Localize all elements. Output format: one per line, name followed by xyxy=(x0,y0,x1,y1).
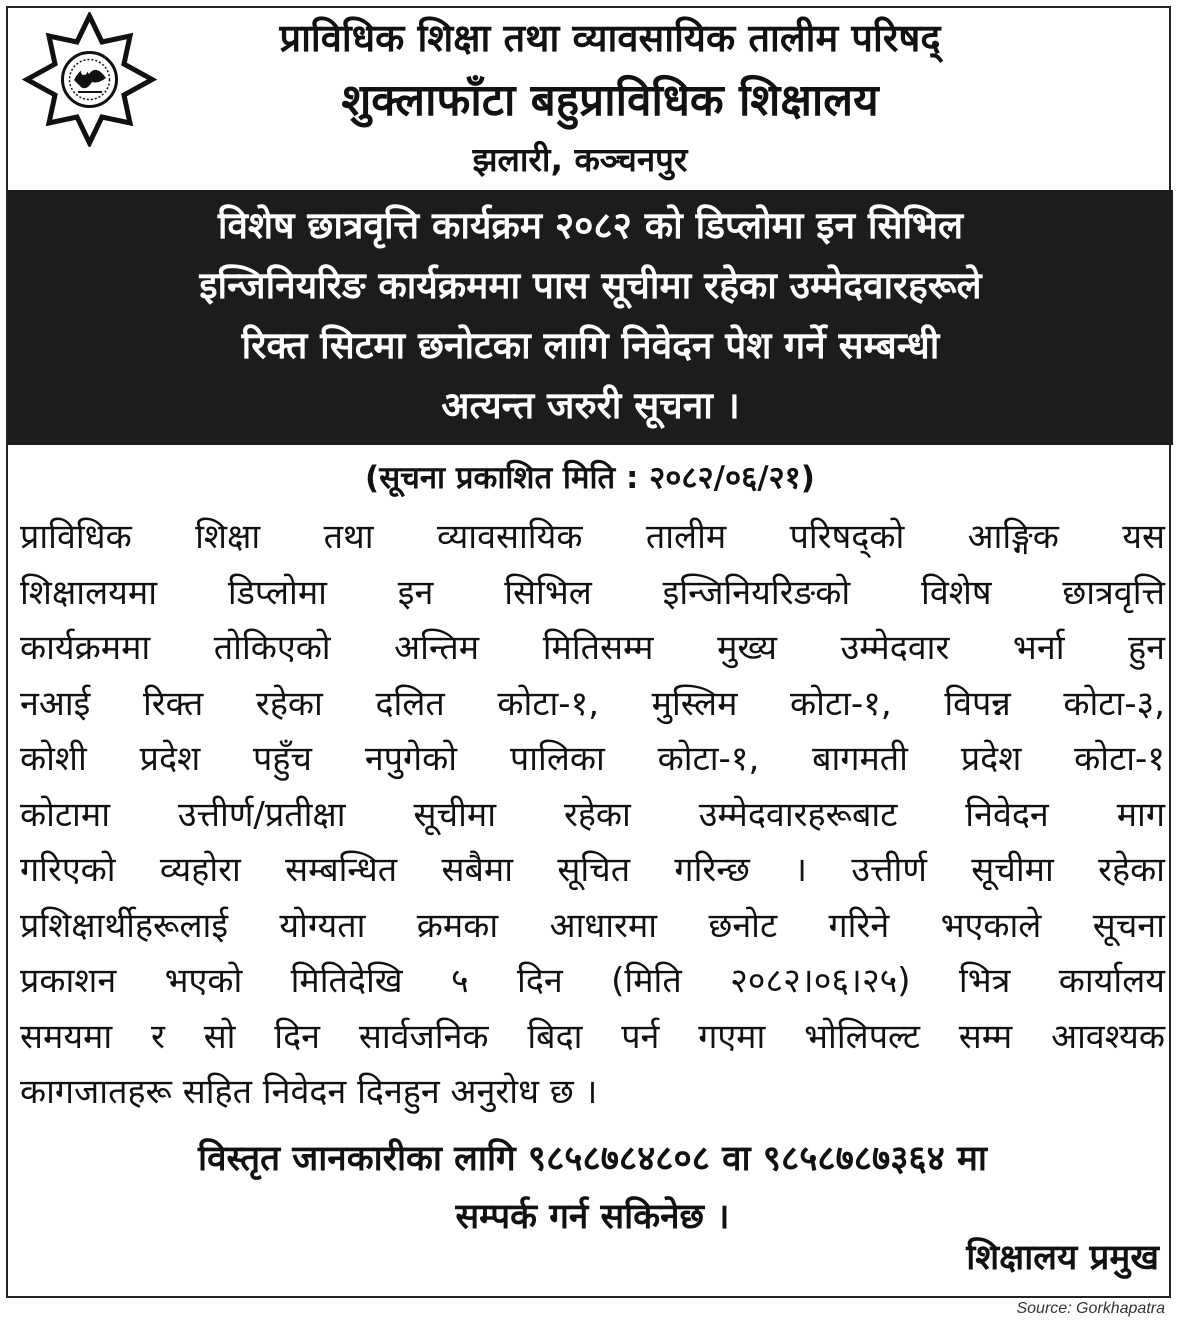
contact-line-phones: विस्तृत जानकारीका लागि ९८५८७८४८०८ वा ९८५८७८७३६४ मा xyxy=(198,1139,987,1179)
body-line: प्रकाशन भएको मितिदेखि ५ दिन (मिति २०८२।०६।२५) भित्र कार्यालय xyxy=(20,961,1165,1001)
notice-body xyxy=(20,510,1165,1121)
source-credit: Source: Gorkhapatra xyxy=(1016,1300,1165,1317)
notice-title-banner xyxy=(8,190,1173,445)
college-location: झलारी, कञ्चनपुर xyxy=(472,140,688,179)
council-name: प्राविधिक शिक्षा तथा व्यावसायिक तालीम परिषद् xyxy=(279,16,941,60)
body-line: प्राविधिक शिक्षा तथा व्यावसायिक तालीम परिषद्को आङ्गिक यस xyxy=(20,517,1165,557)
body-line: नआई रिक्त रहेका दलित कोटा-१, मुस्लिम कोटा-१, विपन्न कोटा-३, xyxy=(20,683,1165,724)
body-line: समयमा र सो दिन सार्वजनिक बिदा पर्न गएमा भोलिपल्ट सम्म आवश्यक xyxy=(20,1016,1165,1057)
signature-title: शिक्षालय प्रमुख xyxy=(966,1238,1159,1278)
contact-info xyxy=(20,1130,1165,1246)
publication-date: (सूचना प्रकाशित मिति : २०८२/०६/२१) xyxy=(365,460,815,496)
body-line: कागजातहरू सहित निवेदन दिनहुन अनुरोध छ । xyxy=(20,1072,598,1112)
body-line: कार्यक्रममा तोकिएको अन्तिम मितिसम्म मुख्य उम्मेदवार भर्ना हुन xyxy=(20,628,1165,668)
contact-line-closing: सम्पर्क गर्न सकिनेछ । xyxy=(455,1197,730,1237)
body-line: प्रशिक्षार्थीहरूलाई योग्यता क्रमका आधारमा छनोट गरिने भएकाले सूचना xyxy=(20,905,1165,946)
banner-line: रिक्त सिटमा छनोटका लागि निवेदन पेश गर्ने सम्बन्धी xyxy=(241,324,940,367)
nepal-emblem-star-icon xyxy=(22,12,157,147)
college-name: शुक्लाफाँटा बहुप्राविधिक शिक्षालय xyxy=(341,75,879,126)
body-line: कोटामा उत्तीर्ण/प्रतीक्षा सूचीमा रहेका उम्मेदवारहरूबाट निवेदन माग xyxy=(20,794,1165,835)
banner-line: विशेष छात्रवृत्ति कार्यक्रम २०८२ को डिप्लोमा इन सिभिल xyxy=(217,204,964,247)
body-line: कोशी प्रदेश पहुँच नपुगेको पालिका कोटा-१, बागमती प्रदेश कोटा-१ xyxy=(20,739,1165,779)
body-line: शिक्षालयमा डिप्लोमा इन सिभिल इन्जिनियरिङको विशेष छात्रवृत्ति xyxy=(20,572,1165,613)
body-line: गरिएको व्यहोरा सम्बन्धित सबैमा सूचित गरिन्छ । उत्तीर्ण सूचीमा रहेका xyxy=(20,850,1165,890)
banner-line: अत्यन्त जरुरी सूचना । xyxy=(441,384,740,427)
banner-line: इन्जिनियरिङ कार्यक्रममा पास सूचीमा रहेका उम्मेदवारहरूले xyxy=(199,264,982,307)
